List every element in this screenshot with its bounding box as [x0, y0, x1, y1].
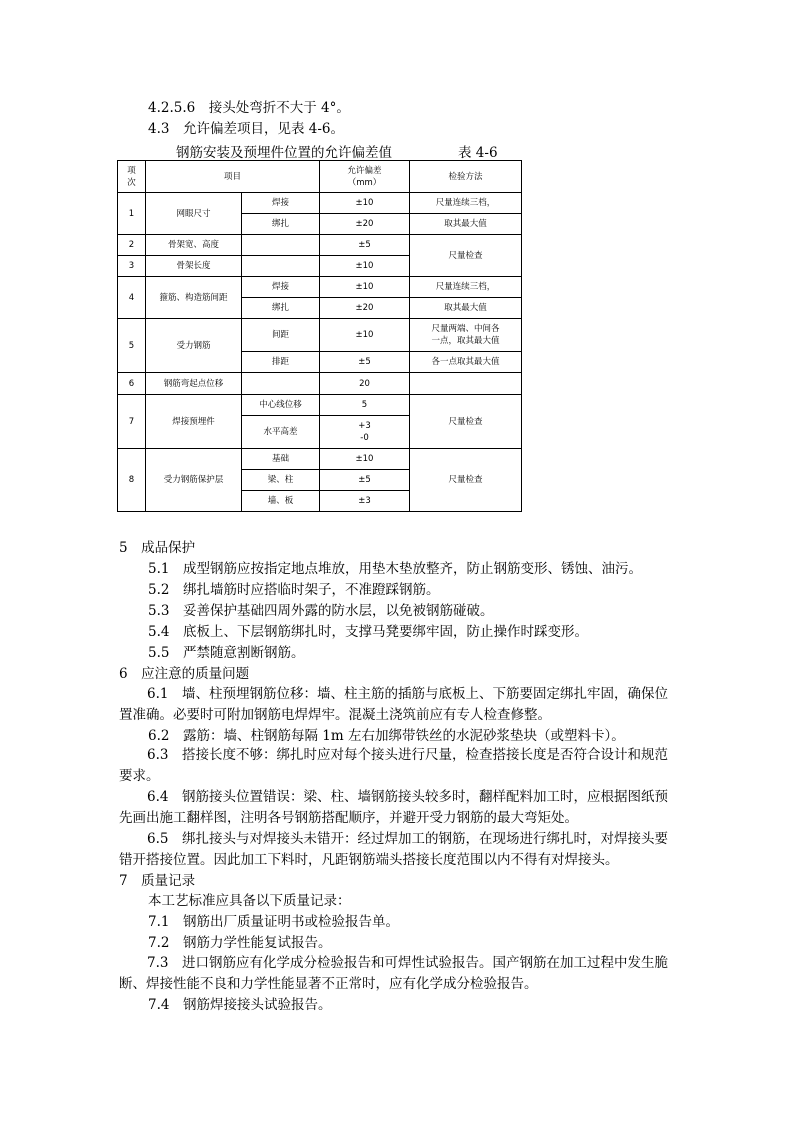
- row-method: 尺量连续三档，: [410, 277, 522, 298]
- table-row: [118, 193, 522, 214]
- header-no: 项 次: [118, 161, 146, 193]
- row-value: ±5: [320, 352, 410, 373]
- table-caption: [176, 141, 498, 161]
- row-subitem: 中心线位移: [242, 395, 320, 416]
- row-method: 尺量检查: [410, 235, 522, 277]
- clause-4-3: 4.3 允许偏差项目，见表 4-6。: [148, 121, 345, 137]
- row-value: ±5: [320, 235, 410, 256]
- table-row: [118, 395, 522, 416]
- clause-7-2: 7.2 钢筋力学性能复试报告。: [148, 935, 332, 951]
- row-value: ±10: [320, 256, 410, 277]
- clause-5-4: 5.4 底板上、下层钢筋绑扎时，支撑马凳要绑牢固，防止操作时踩变形。: [148, 624, 588, 640]
- row-value: +3 -0: [320, 416, 410, 449]
- row-number: 3: [118, 256, 146, 277]
- row-value: ±3: [320, 491, 410, 512]
- row-subitem: 水平高差: [242, 416, 320, 449]
- row-subitem: 焊接: [242, 193, 320, 214]
- row-number: 1: [118, 193, 146, 235]
- row-item: 箍筋、构造筋间距: [146, 277, 242, 319]
- clause-5-2: 5.2 绑扎墙筋时应搭临时架子，不准蹬踩钢筋。: [148, 582, 440, 598]
- row-item: 钢筋弯起点位移: [146, 373, 242, 395]
- clause-6-4: 6.4 钢筋接头位置错误：梁、柱、墙钢筋接头较多时，翻样配料加工时，应根据图纸预先画出施工翻样图，注明各号钢筋搭配顺序，并避开受力钢筋的最大弯矩处。: [119, 789, 668, 826]
- row-subitem: 排距: [242, 352, 320, 373]
- table-number: 表 4-6: [458, 145, 498, 161]
- clause-5-5: 5.5 严禁随意割断钢筋。: [148, 645, 305, 661]
- row-value: ±20: [320, 298, 410, 319]
- row-item: 骨架长度: [146, 256, 242, 277]
- clause-5-3: 5.3 妥善保护基础四周外露的防水层，以免被钢筋碰破。: [148, 603, 494, 619]
- row-subitem: 焊接: [242, 277, 320, 298]
- row-method: 尺量两端、中间各 一点，取其最大值: [410, 319, 522, 352]
- clause-5-1: 5.1 成型钢筋应按指定地点堆放，用垫木垫放整齐，防止钢筋变形、锈蚀、油污。: [148, 561, 642, 577]
- row-method: 尺量检查: [410, 395, 522, 449]
- row-item: 焊接预埋件: [146, 395, 242, 449]
- row-method: [410, 373, 522, 395]
- row-number: 2: [118, 235, 146, 256]
- row-subitem: 间距: [242, 319, 320, 352]
- table-row: [118, 235, 522, 256]
- row-item: 网眼尺寸: [146, 193, 242, 235]
- row-subitem: [242, 235, 320, 256]
- table-row: [118, 319, 522, 352]
- section-7-intro: 本工艺标准应具备以下质量记录：: [148, 893, 351, 909]
- row-value: ±10: [320, 193, 410, 214]
- row-subitem: [242, 256, 320, 277]
- row-value: ±10: [320, 449, 410, 470]
- table-row: [118, 277, 522, 298]
- row-subitem: 基础: [242, 449, 320, 470]
- clause-7-1: 7.1 钢筋出厂质量证明书或检验报告单。: [148, 914, 399, 930]
- clause-6-1: 6.1 墙、柱预埋钢筋位移：墙、柱主筋的插筋与底板上、下筋要固定绑扎牢固，确保位置准确。必要时可附加钢筋电焊焊牢。混凝土浇筑前应有专人检查修整。: [119, 686, 668, 723]
- header-item: 项目: [146, 161, 320, 193]
- row-number: 7: [118, 395, 146, 449]
- clause-6-3: 6.3 搭接长度不够：绑扎时应对每个接头进行尺量，检查搭接长度是否符合设计和规范要求。: [119, 747, 668, 784]
- row-item: 骨架宽、高度: [146, 235, 242, 256]
- section-5-heading: 5 成品保护: [119, 540, 196, 556]
- row-item: 受力钢筋保护层: [146, 449, 242, 512]
- header-method: 检验方法: [410, 161, 522, 193]
- row-value: 5: [320, 395, 410, 416]
- clause-7-4: 7.4 钢筋焊接接头试验报告。: [148, 997, 332, 1013]
- table-header-row: [118, 161, 522, 193]
- row-subitem: 绑扎: [242, 214, 320, 235]
- row-value: ±5: [320, 470, 410, 491]
- table-row: [118, 373, 522, 395]
- section-7-heading: 7 质量记录: [119, 873, 196, 889]
- row-subitem: 梁、柱: [242, 470, 320, 491]
- row-number: 6: [118, 373, 146, 395]
- clause-6-5: 6.5 绑扎接头与对焊接头未错开：经过焊加工的钢筋，在现场进行绑扎时，对焊接头要错开搭接位置。因此加工下料时，凡距钢筋端头搭接长度范围以内不得有对焊接头。: [119, 831, 668, 868]
- row-subitem: [242, 373, 320, 395]
- row-method: 取其最大值: [410, 298, 522, 319]
- row-method: 尺量检查: [410, 449, 522, 512]
- clause-6-2: 6.2 露筋：墙、柱钢筋每隔 1m 左右加绑带铁丝的水泥砂浆垫块（或塑料卡）。: [148, 728, 625, 744]
- row-subitem: 墙、板: [242, 491, 320, 512]
- row-number: 5: [118, 319, 146, 373]
- header-deviation: 允许偏差 （mm）: [320, 161, 410, 193]
- row-value: 20: [320, 373, 410, 395]
- row-number: 4: [118, 277, 146, 319]
- clause-7-3: 7.3 进口钢筋应有化学成分检验报告和可焊性试验报告。国产钢筋在加工过程中发生脆断、焊接性能不良和力学性能显著不正常时，应有化学成分检验报告。: [119, 955, 668, 992]
- tolerance-table: [117, 160, 522, 512]
- row-number: 8: [118, 449, 146, 512]
- section-6-heading: 6 应注意的质量问题: [119, 666, 250, 682]
- row-method: 各一点取其最大值: [410, 352, 522, 373]
- row-method: 尺量连续三档，: [410, 193, 522, 214]
- row-method: 取其最大值: [410, 214, 522, 235]
- clause-4-2-5-6: 4.2.5.6 接头处弯折不大于 4°。: [148, 100, 350, 116]
- row-value: ±20: [320, 214, 410, 235]
- row-value: ±10: [320, 277, 410, 298]
- row-item: 受力钢筋: [146, 319, 242, 373]
- table-row: [118, 449, 522, 470]
- table-title: 钢筋安装及预埋件位置的允许偏差值: [176, 145, 392, 161]
- row-subitem: 绑扎: [242, 298, 320, 319]
- row-value: ±10: [320, 319, 410, 352]
